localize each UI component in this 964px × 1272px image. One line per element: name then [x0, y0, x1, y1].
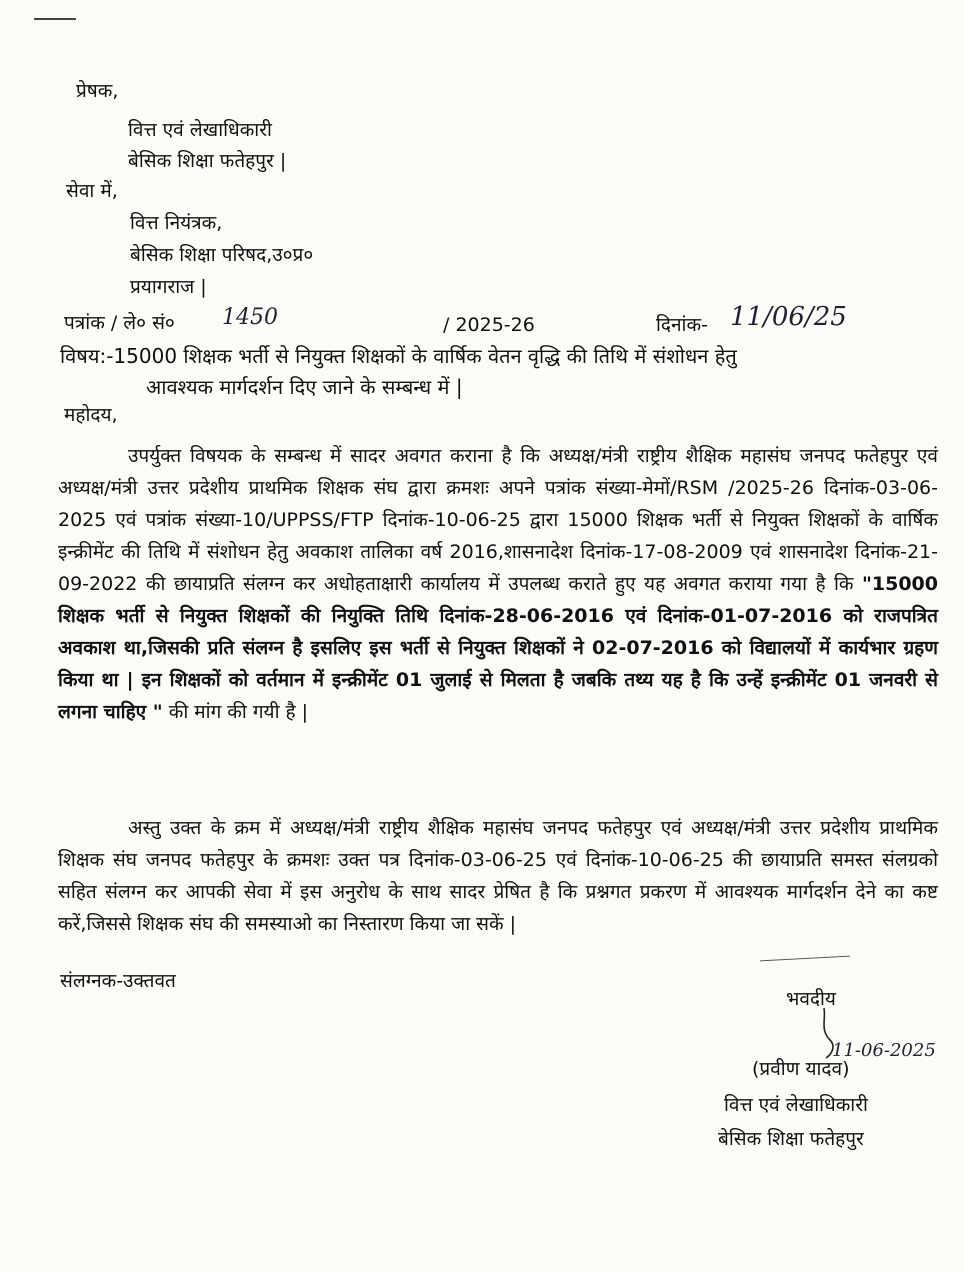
signed-date: 11-06-2025 — [832, 1040, 936, 1061]
recipient-designation: वित्त नियंत्रक, — [130, 212, 223, 234]
ref-year: / 2025-26 — [443, 314, 535, 336]
sender-office: बेसिक शिक्षा फतेहपुर | — [128, 150, 287, 172]
body-paragraph-2 — [58, 812, 938, 940]
recipient-city: प्रयागराज | — [130, 276, 207, 298]
signatory-office: बेसिक शिक्षा फतेहपुर — [718, 1128, 864, 1150]
top-dash — [34, 18, 76, 20]
ref-number: 1450 — [222, 305, 278, 330]
enclosure-note: संलग्नक-उक्तवत — [60, 970, 176, 992]
para1-bold: "15000 शिक्षक भर्ती से नियुक्त शिक्षकों की नियुक्ति तिथि दिनांक-28-06-2016 एवं दिनांक-01-07-2016 को राजपत्रित अवकाश था,जिसकी प्रति संलग्न है इसलिए इस भर्ती से नियुक्त शिक्षकों ने 02-07-2016 को विद्यालयों में कार्यभार ग्रहण किया था | इन शिक्षकों को वर्तमान में इन्क्रीमेंट 01 जुलाई से मिलता है जबकि तथ्य यह है कि उन्हें इन्क्रीमेंट 01 जनवरी से लगना चाहिए " — [58, 573, 938, 723]
signatory-name: (प्रवीण यादव) — [752, 1058, 850, 1080]
body-paragraph-1 — [58, 440, 938, 728]
signatory-designation: वित्त एवं लेखाधिकारी — [724, 1094, 868, 1116]
subject-line1: विषय:-15000 शिक्षक भर्ती से नियुक्त शिक्षकों के वार्षिक वेतन वृद्धि की तिथि में संशोधन हेतु — [60, 344, 737, 368]
para1-tail: की मांग की गयी है | — [168, 701, 309, 723]
ref-prefix: पत्रांक / ले० सं० — [64, 312, 175, 334]
sender-designation: वित्त एवं लेखाधिकारी — [128, 119, 272, 141]
pen-stroke — [760, 956, 850, 962]
subject-line2: आवश्यक मार्गदर्शन दिए जाने के सम्बन्ध में | — [146, 375, 463, 399]
recipient-office: बेसिक शिक्षा परिषद,उ०प्र० — [130, 244, 314, 266]
date-label: दिनांक- — [656, 314, 708, 336]
closing: भवदीय — [786, 988, 836, 1010]
letter-date: 11/06/25 — [730, 302, 847, 332]
recipient-label: सेवा में, — [66, 180, 118, 202]
para1-normal: उपर्युक्त विषयक के सम्बन्ध में सादर अवगत कराना है कि अध्यक्ष/मंत्री राष्ट्रीय शैक्षिक महासंघ जनपद फतेहपुर एवं अध्यक्ष/मंत्री उत्तर प्रदेशीय प्राथमिक शिक्षक संघ द्वारा क्रमशः अपने पत्रांक संख्या-मेमों/RSM /2025-26 दिनांक-03-06-2025 एवं पत्रांक संख्या-10/UPPSS/FTP दिनांक-10-06-25 द्वारा 15000 शिक्षक भर्ती से नियुक्त शिक्षकों के वार्षिक इन्क्रीमेंट की तिथि में संशोधन हेतु अवकाश तालिका वर्ष 2016,शासनादेश दिनांक-17-08-2009 एवं शासनादेश दिनांक-21-09-2022 की छायाप्रति संलग्न कर अधोहताक्षारी कार्यालय में उपलब्ध कराते हुए यह अवगत कराया गया है कि — [58, 445, 938, 595]
salutation: महोदय, — [64, 404, 118, 426]
sender-label: प्रेषक, — [76, 80, 119, 102]
para2-text: अस्तु उक्त के क्रम में अध्यक्ष/मंत्री राष्ट्रीय शैक्षिक महासंघ जनपद फतेहपुर एवं अध्यक्ष/मंत्री उत्तर प्रदेशीय प्राथमिक शिक्षक संघ जनपद फतेहपुर के क्रमशः उक्त पत्र दिनांक-03-06-25 एवं दिनांक-10-06-25 की छायाप्रति समस्त संलग्रको सहित संलग्न कर आपकी सेवा में इस अनुरोध के साथ सादर प्रेषित है कि प्रश्नगत प्रकरण में आवश्यक मार्गदर्शन देने का कष्ट करें,जिससे शिक्षक संघ की समस्याओ का निस्तारण किया जा सकें | — [58, 817, 938, 935]
